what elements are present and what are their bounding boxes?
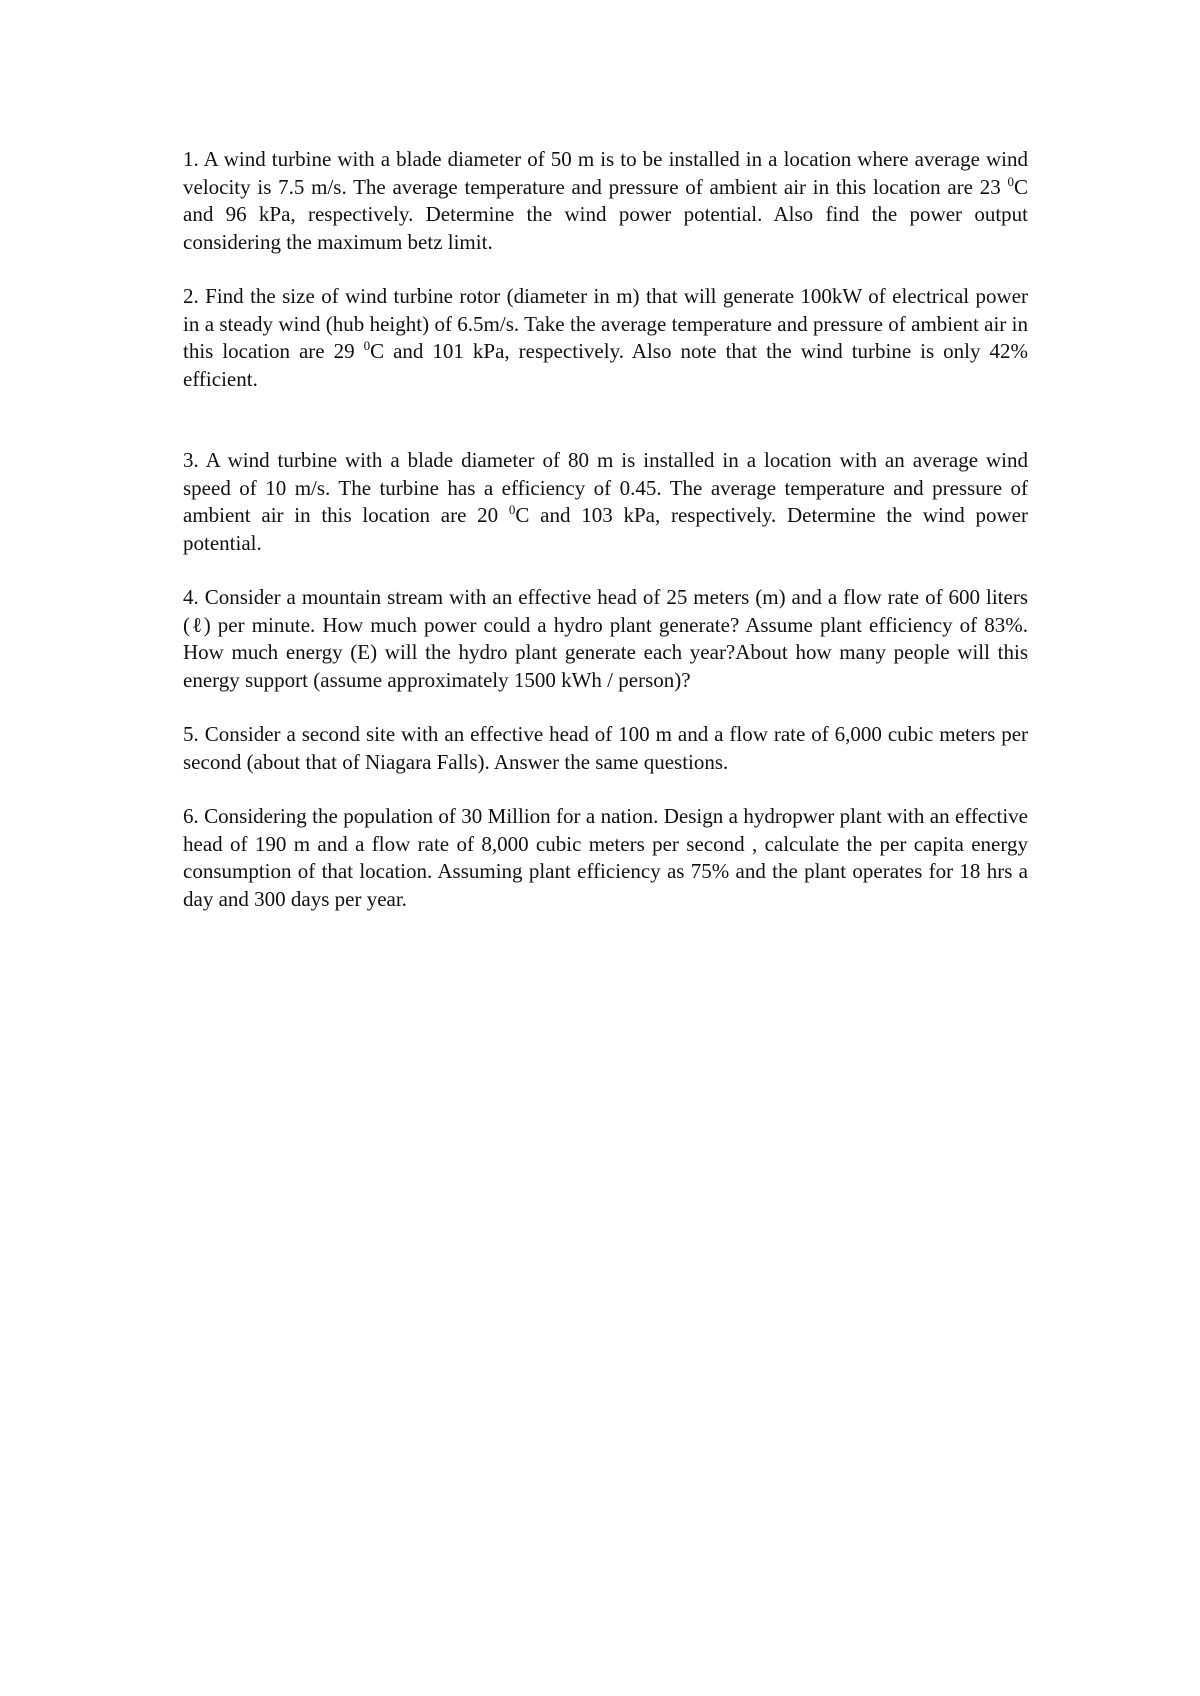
question-text: Find the size of wind turbine rotor (diameter in m) that will generate 100kW of electrical power in a steady wind (hub height) of 6.5m/s. Take the average temperature and pressure of ambient air in this location are 29 (183, 284, 1028, 363)
question-number: 2. (183, 284, 199, 308)
question-text: Consider a second site with an effective head of 100 m and a flow rate of 6,000 cubic meters per second (about that of Niagara Falls). Answer the same questions. (183, 722, 1029, 774)
question-text: A wind turbine with a blade diameter of 80 m is installed in a location with an average wind speed of 10 m/s. The turbine has a efficiency of 0.45. The average temperature and pressure of ambient air in this location are 20 (183, 448, 1028, 527)
question-3 (183, 447, 1028, 557)
question-number: 5. (183, 722, 199, 746)
question-text: C and 101 kPa, respectively. Also note that the wind turbine is only 42% efficient. (183, 339, 1028, 391)
question-number: 4. (183, 585, 199, 609)
question-2 (183, 283, 1028, 393)
question-text: Consider a mountain stream with an effective head of 25 meters (m) and a flow rate of 600 liters (ℓ) per minute. How much power could a hydro plant generate? Assume plant efficiency of 83%. How much energy (E) will the hydro plant generate each year?About how many people will this energy support (assume approximately 1500 kWh / person)? (183, 585, 1029, 692)
question-4 (183, 584, 1028, 694)
question-text: A wind turbine with a blade diameter of 50 m is to be installed in a location where average wind velocity is 7.5 m/s. The average temperature and pressure of ambient air in this location are 23 (183, 147, 1028, 199)
question-5 (183, 721, 1028, 776)
question-1 (183, 146, 1028, 256)
question-text: C and 103 kPa, respectively. Determine the wind power potential. (183, 503, 1028, 555)
question-text: Considering the population of 30 Million for a nation. Design a hydropwer plant with an effective head of 190 m and a flow rate of 8,000 cubic meters per second , calculate the per capita energy consumption of that location. Assuming plant efficiency as 75% and the plant operates for 18 hrs a day and 300 days per year. (183, 804, 1029, 911)
question-number: 6. (183, 804, 199, 828)
degree-superscript: 0 (363, 338, 371, 353)
question-6 (183, 803, 1028, 913)
question-number: 3. (183, 448, 199, 472)
question-number: 1. (183, 147, 199, 171)
degree-superscript: 0 (508, 502, 516, 517)
question-list (183, 146, 1028, 913)
question-text: C and 96 kPa, respectively. Determine the wind power potential. Also find the power output considering the maximum betz limit. (183, 174, 1028, 254)
degree-superscript: 0 (1007, 173, 1014, 189)
